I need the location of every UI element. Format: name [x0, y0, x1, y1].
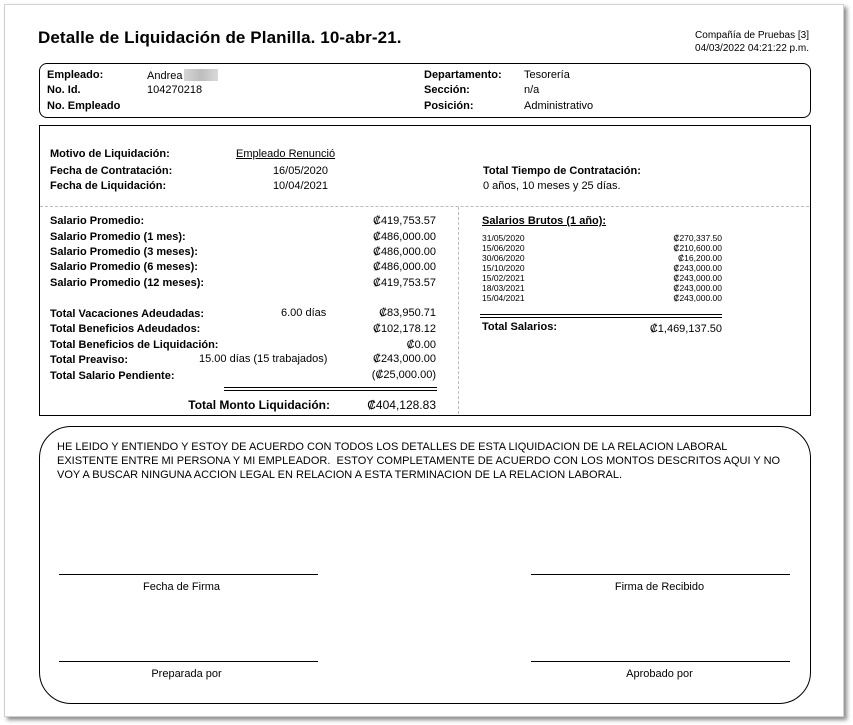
gross-salary-amount: ₡243,000.00	[673, 283, 722, 293]
total-row-value: ₡0.00	[406, 339, 436, 351]
grand-total-double-rule	[224, 387, 437, 391]
fecha-firma-label: Fecha de Firma	[142, 581, 221, 593]
total-row-value: ₡243,000.00	[373, 353, 436, 365]
seccion-value: n/a	[524, 84, 540, 96]
tiempo-contratacion-value: 0 años, 10 meses y 25 días.	[483, 180, 621, 192]
salary-row-value: ₡486,000.00	[373, 246, 436, 258]
total-row-label: Total Vacaciones Adeudadas:	[50, 308, 205, 320]
gross-salary-date: 15/02/2021	[482, 273, 525, 283]
no-empleado-label: No. Empleado	[47, 100, 121, 112]
gross-salary-date: 18/03/2021	[482, 283, 525, 293]
gross-salary-amount: ₡243,000.00	[673, 263, 722, 273]
posicion-value: Administrativo	[524, 100, 594, 112]
salary-row-value: ₡486,000.00	[373, 231, 436, 243]
report-title: Detalle de Liquidación de Planilla. 10-abr-21.	[38, 28, 402, 47]
preparada-por-line	[59, 661, 318, 662]
tiempo-contratacion-label: Total Tiempo de Contratación:	[483, 165, 641, 177]
print-timestamp: 04/03/2022 04:21:22 p.m.	[695, 43, 809, 54]
salary-row-label: Salario Promedio (6 meses):	[50, 261, 198, 273]
total-row-value: ₡83,950.71	[379, 307, 436, 319]
fecha-liquidacion-value: 10/04/2021	[272, 180, 328, 192]
preparada-por-label: Preparada por	[151, 668, 222, 680]
departamento-value: Tesorería	[524, 69, 570, 81]
salary-row-label: Salario Promedio (12 meses):	[50, 277, 205, 289]
gross-salary-amount: ₡270,337.50	[673, 233, 722, 243]
total-row-label: Total Preaviso:	[50, 354, 129, 366]
column-divider	[458, 207, 459, 414]
no-id-label: No. Id.	[47, 84, 81, 96]
agreement-statement: HE LEIDO Y ENTIENDO Y ESTOY DE ACUERDO CON TODOS LOS DETALLES DE ESTA LIQUIDACION DE LA RELACION LABORAL EXISTENTE ENTRE MI PERSONA Y MI EMPLEADOR. ESTOY COMPLETAMENTE DE ACUERDO CON LOS MONTOS DESCRITOS AQUI Y NO VOY A BUSCAR NINGUNA ACCION LEGAL EN RELACION A ESTA TERMINACION DE LA RELACION LABORAL.	[57, 441, 781, 481]
grand-total-value: ₡404,128.83	[367, 398, 436, 412]
total-row-value: ₡102,178.12	[373, 323, 436, 335]
total-row-label: Total Beneficios de Liquidación:	[50, 339, 219, 351]
salary-row-value: ₡419,753.57	[373, 277, 436, 289]
departamento-label: Departamento:	[424, 69, 502, 81]
gross-total-value: ₡1,469,137.50	[649, 323, 722, 335]
section-divider	[40, 206, 809, 207]
total-row-label: Total Salario Pendiente:	[50, 370, 175, 382]
no-id-value: 104270218	[147, 84, 203, 96]
gross-salary-amount: ₡210,600.00	[673, 243, 722, 253]
total-row-detail: 15.00 días (15 trabajados)	[199, 353, 328, 365]
gross-salary-amount: ₡16,200.00	[678, 253, 722, 263]
salary-row-label: Salario Promedio (3 meses):	[50, 246, 198, 258]
firma-recibido-line	[531, 574, 790, 575]
grand-total-label: Total Monto Liquidación:	[188, 398, 330, 412]
gross-total-double-rule	[480, 314, 722, 318]
salary-row-value: ₡419,753.57	[373, 215, 436, 227]
aprobado-por-label: Aprobado por	[626, 668, 693, 680]
fecha-firma-line	[59, 574, 318, 575]
gross-salary-date: 15/10/2020	[482, 263, 525, 273]
posicion-label: Posición:	[424, 100, 474, 112]
empleado-label: Empleado:	[47, 69, 104, 81]
empleado-value: Andrea	[147, 69, 218, 82]
seccion-label: Sección:	[424, 84, 470, 96]
gross-salary-date: 31/05/2020	[482, 233, 525, 243]
total-row-label: Total Beneficios Adeudados:	[50, 323, 201, 335]
salary-row-label: Salario Promedio (1 mes):	[50, 231, 186, 243]
total-row-value: (₡25,000.00)	[371, 369, 436, 381]
gross-total-label: Total Salarios:	[482, 321, 557, 333]
fecha-contratacion-label: Fecha de Contratación:	[50, 165, 173, 177]
salary-row-value: ₡486,000.00	[373, 261, 436, 273]
gross-salary-amount: ₡243,000.00	[673, 293, 722, 303]
gross-salary-date: 15/04/2021	[482, 293, 525, 303]
firma-recibido-label: Firma de Recibido	[614, 581, 705, 593]
aprobado-por-line	[531, 661, 790, 662]
gross-salary-date: 15/06/2020	[482, 243, 525, 253]
fecha-liquidacion-label: Fecha de Liquidación:	[50, 180, 167, 192]
redacted-surname	[184, 69, 218, 81]
gross-salary-date: 30/06/2020	[482, 253, 525, 263]
fecha-contratacion-value: 16/05/2020	[272, 165, 328, 177]
gross-salary-amount: ₡243,000.00	[673, 273, 722, 283]
company-name: Compañía de Pruebas [3]	[695, 30, 809, 41]
total-row-detail: 6.00 días	[281, 307, 327, 319]
motivo-label: Motivo de Liquidación:	[50, 148, 170, 160]
gross-salaries-title: Salarios Brutos (1 año):	[482, 215, 607, 227]
salary-row-label: Salario Promedio:	[50, 215, 145, 227]
motivo-value: Empleado Renunció	[236, 148, 336, 160]
